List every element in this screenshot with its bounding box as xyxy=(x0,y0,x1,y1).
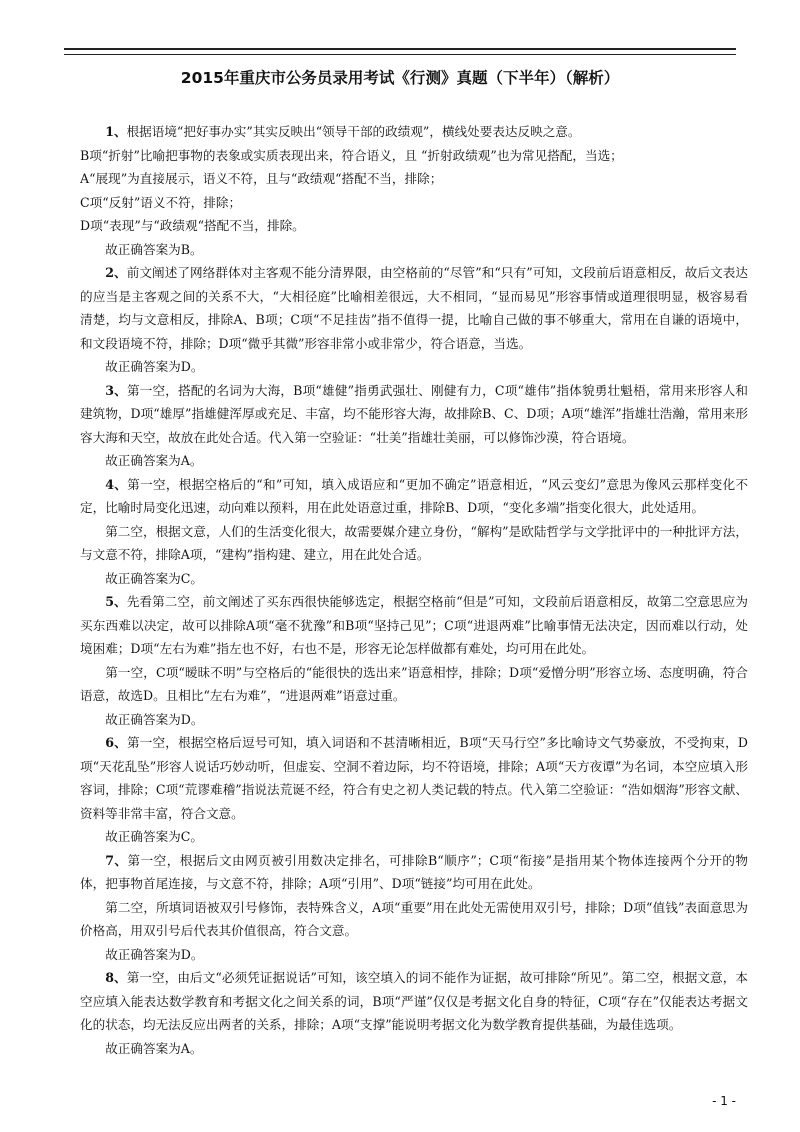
paragraph xyxy=(80,214,748,238)
question-number: 7、 xyxy=(105,852,128,868)
paragraph-text: 故正确答案为D。 xyxy=(105,946,204,962)
question-paragraph xyxy=(80,473,748,520)
question-paragraph xyxy=(80,966,748,1037)
paragraph-text: 第一空，根据后文由网页被引用数决定排名，可排除B“顺序”；C项“衔接”是指用某个物体连接两个分开的物体，把事物首尾连接，与文意不符，排除；A项“引用”、D项“链接”均可用在此处。 xyxy=(80,852,748,891)
question-paragraph xyxy=(80,590,748,661)
paragraph-text: 第一空，由后文“必须凭证据说话”可知，该空填入的词不能作为证据，故可排除“所见”。第二空，根据文意，本空应填入能表达数学教育和考据文化之间关系的词，B项“严谨”仅仅是考据文化自身的特征，C项“存在”仅能表达考据文化的状态，均无法反应出两者的关系，排除；A项“支撑”能说明考据文化为数学教育提供基础，为最佳选项。 xyxy=(80,970,748,1032)
paragraph xyxy=(80,355,748,379)
paragraph-text: 故正确答案为A。 xyxy=(105,453,203,468)
paragraph xyxy=(80,661,748,708)
question-paragraph xyxy=(80,261,748,355)
paragraph xyxy=(80,567,748,591)
paragraph-text: 故正确答案为B。 xyxy=(105,241,203,257)
document-body xyxy=(80,120,748,1060)
question-number: 3、 xyxy=(105,382,127,398)
paragraph xyxy=(80,520,748,567)
paragraph-text: 第二空，所填词语被双引号修饰，表特殊含义，A项“重要”用在此处无需使用双引号，排除；D项“值钱”表面意思为价格高，用双引号后代表其价值很高，符合文意。 xyxy=(80,899,748,938)
paragraph xyxy=(80,167,748,191)
paragraph-text: 根据语境“把好事办实”其实反映出“领导干部的政绩观”，横线处要表达反映之意。 xyxy=(126,124,581,139)
question-number: 8、 xyxy=(105,970,127,985)
paragraph-text: C项“反射”语义不符，排除； xyxy=(80,194,242,210)
question-paragraph xyxy=(80,849,748,896)
paragraph-text: B项“折射”比喻把事物的表象或实质表现出来，符合语义，且 “折射政绩观”也为常见搭配，当选； xyxy=(80,147,623,163)
paragraph xyxy=(80,896,748,943)
paragraph-text: 故正确答案为C。 xyxy=(105,570,203,586)
paragraph xyxy=(80,1037,748,1061)
paragraph xyxy=(80,825,748,849)
paragraph-text: 第二空，根据文意，人们的生活变化很大，故需要媒介建立身份，“解构”是欧陆哲学与文学批评中的一种批评方法，与文意不符，排除A项，“建构”指构建、建立，用在此处合适。 xyxy=(80,523,748,562)
question-paragraph xyxy=(80,120,748,144)
question-number: 6、 xyxy=(105,735,127,750)
paragraph-text: 第一空，根据空格后逗号可知，填入词语和不甚清晰相近，B项“天马行空”多比喻诗文气势豪放，不受拘束，D项“天花乱坠”形容人说话巧妙动听，但虚妄、空洞不着边际，均不符语境，排除；A项“天方夜谭”为名词，本空应填入形容词，排除；C项“荒谬难稽”指说法荒诞不经，符合有史之初人类记载的特点。代入第二空验证：“浩如烟海”形容文献、资料等非常丰富，符合文意。 xyxy=(80,735,748,821)
paragraph-text: 故正确答案为D。 xyxy=(105,359,204,374)
paragraph-text: 先看第二空，前文阐述了买东西很快能够选定，根据空格前“但是”可知，文段前后语意相反，故第二空意思应为买东西难以决定，故可以排除A项“毫不犹豫”和B项“坚持己见”；C项“进退两难”比喻事情无法决定，因而难以行动，处境困难；D项“左右为难”指左也不好，右也不是，形容无论怎样做都有难处，均可用在此处。 xyxy=(80,594,748,656)
question-number: 5、 xyxy=(105,594,127,609)
paragraph xyxy=(80,144,748,168)
paragraph-text: 故正确答案为A。 xyxy=(105,1040,203,1056)
paragraph-text: 第一空，根据空格后的“和”可知，填入成语应和“更加不确定”语意相近，“风云变幻”意思为像风云那样变化不定，比喻时局变化迅速，动向难以预料，用在此处语意过重，排除B、D项，“变化多端”指变化很大，此处适用。 xyxy=(80,476,748,515)
header-rule-thin xyxy=(64,54,736,55)
paragraph-text: 前文阐述了网络群体对主客观不能分清界限，由空格前的“尽管”和“只有”可知，文段前后语意相反，故后文表达的应当是主客观之间的关系不大，“大相径庭”比喻相差很远，大不相同，“显而易见”形容事情或道理很明显，极容易看清楚，均与文意相反，排除A、B项；C项“不足挂齿”指不值得一提，比喻自己做的事不够重大，常用在自谦的语境中，和文段语境不符，排除；D项“微乎其微”形容非常小或非常少，符合语意，当选。 xyxy=(80,265,748,351)
question-paragraph xyxy=(80,731,748,825)
paragraph xyxy=(80,943,748,967)
paragraph-text: 故正确答案为D。 xyxy=(105,711,204,727)
question-number: 4、 xyxy=(105,476,128,492)
paragraph-text: 故正确答案为C。 xyxy=(105,829,203,844)
paragraph-text: A“展现”为直接展示，语义不符，且与“政绩观“搭配不当，排除； xyxy=(80,171,443,186)
paragraph xyxy=(80,191,748,215)
question-number: 2、 xyxy=(105,265,127,280)
paragraph-text: 第一空，C项“暧昧不明”与空格后的“能很快的选出来”语意相悖，排除；D项“爱憎分明”形容立场、态度明确，符合语意，故选D。且相比“左右为难”，“进退两难”语意过重。 xyxy=(80,664,748,703)
document-title: 2015年重庆市公务员录用考试《行测》真题（下半年）（解析） xyxy=(180,69,620,87)
paragraph-text: D项“表现”与“政绩观“搭配不当，排除。 xyxy=(80,218,305,233)
paragraph-text: 第一空，搭配的名词为大海，B项“雄健”指勇武强壮、刚健有力，C项“雄伟”指体貌勇壮魁梧，常用来形容人和建筑物，D项“雄厚”指雄健浑厚或充足、丰富，均不能形容大海，故排除B、C、D项；A项“雄浑”指雄壮浩瀚，常用来形容大海和天空，故放在此处合适。代入第一空验证：“壮美”指雄壮美丽，可以修饰沙漠，符合语境。 xyxy=(80,382,748,445)
paragraph xyxy=(80,449,748,473)
question-paragraph xyxy=(80,379,748,450)
paragraph xyxy=(80,708,748,732)
page-number: - 1 - xyxy=(712,1094,736,1108)
question-number: 1、 xyxy=(105,124,127,139)
paragraph xyxy=(80,238,748,262)
header-rule-thick xyxy=(64,48,736,50)
